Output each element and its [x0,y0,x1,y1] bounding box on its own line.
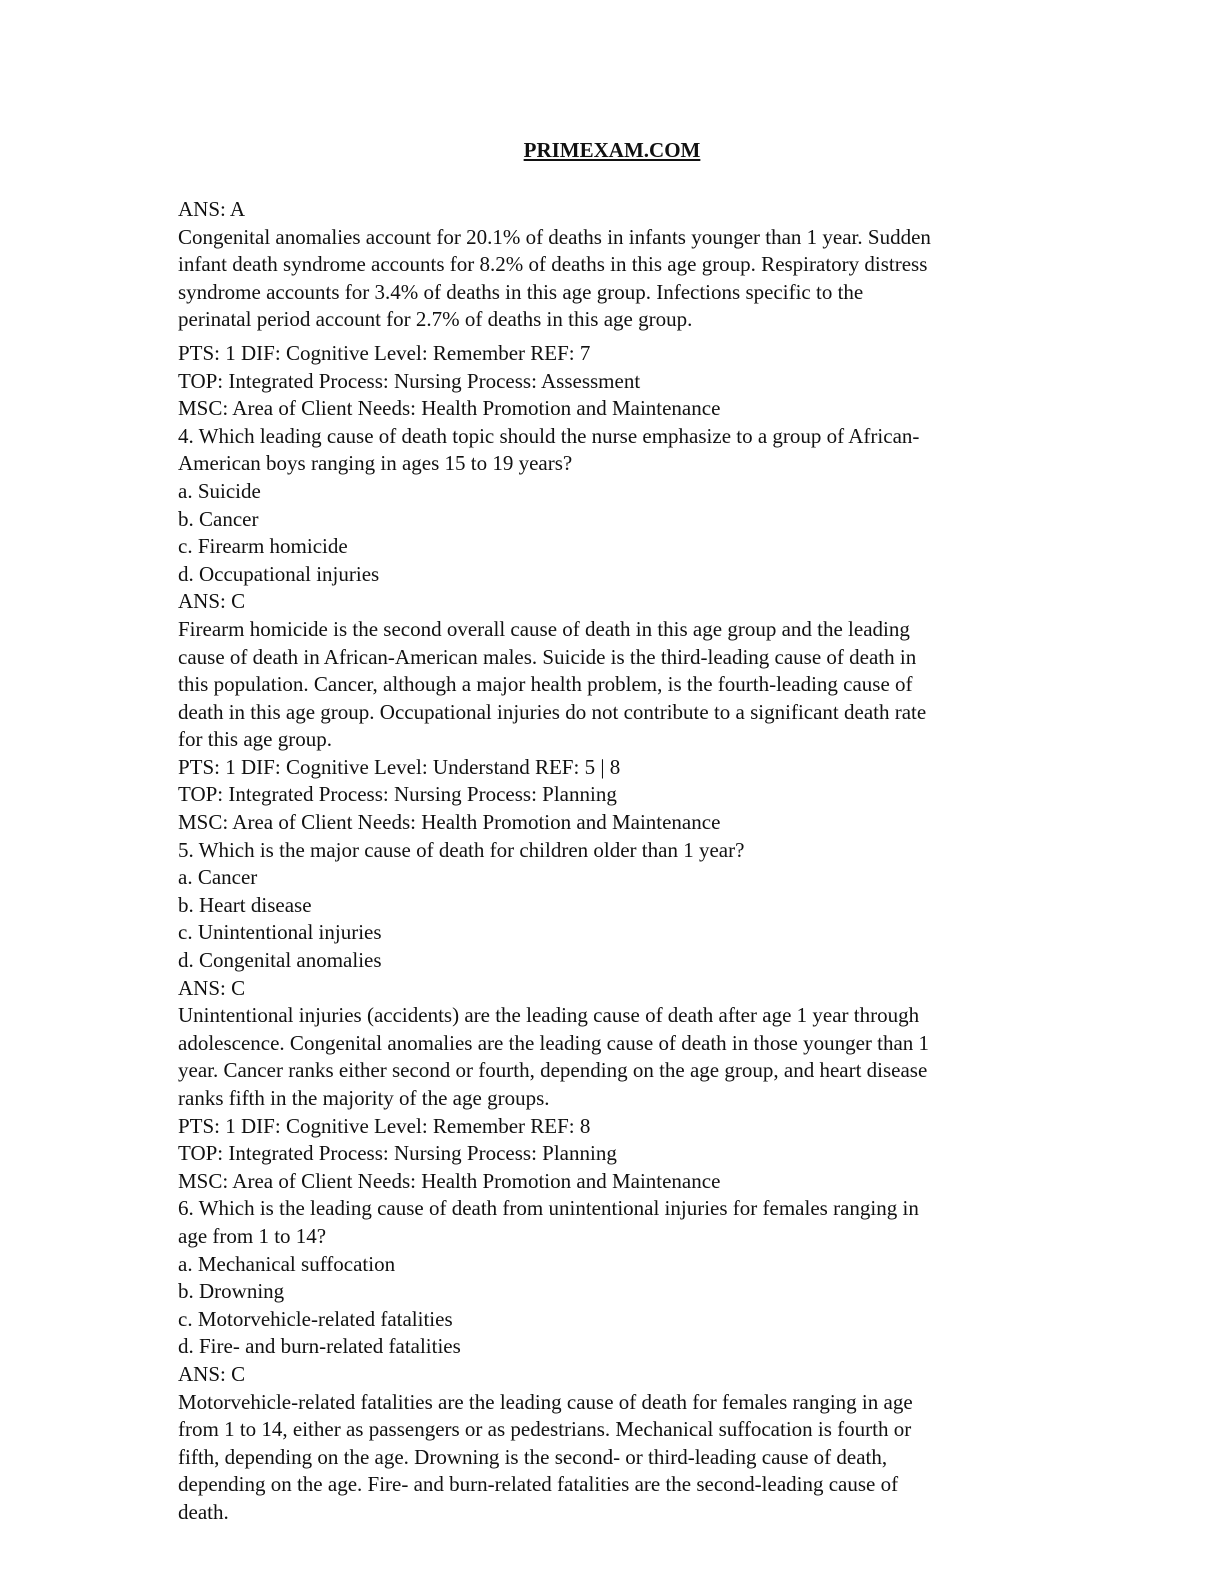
q4-option-b: b. Cancer [178,506,259,531]
q3-rationale-line: Congenital anomalies account for 20.1% of deaths in infants younger than 1 year. Sudden [178,224,931,249]
q5-option-b: b. Heart disease [178,892,312,917]
q3-answer: ANS: A [178,197,246,221]
q5-rationale-line: year. Cancer ranks either second or fourth, depending on the age group, and heart disease [178,1058,928,1083]
q6-option-b: b. Drowning [178,1279,285,1304]
q3-msc: MSC: Area of Client Needs: Health Promotion and Maintenance [178,396,721,421]
q5-option-c: c. Unintentional injuries [178,920,382,945]
q6-rationale-line: Motorvehicle-related fatalities are the leading cause of death for females ranging in age [178,1389,913,1414]
q5-top: TOP: Integrated Process: Nursing Process: Planning [178,1141,617,1166]
q5-msc: MSC: Area of Client Needs: Health Promotion and Maintenance [178,1168,721,1193]
q6-rationale-line: depending on the age. Fire- and burn-related fatalities are the second-leading cause of [178,1472,899,1497]
q6-option-c: c. Motorvehicle-related fatalities [178,1306,453,1331]
q4-rationale-line: death in this age group. Occupational injuries do not contribute to a significant death rate [178,699,927,724]
q4-rationale-line: this population. Cancer, although a major health problem, is the fourth-leading cause of [178,672,913,697]
q4-rationale-line: for this age group. [178,727,332,752]
q6-option-a: a. Mechanical suffocation [178,1251,396,1276]
page-header: PRIMEXAM.COM [523,138,701,162]
q4-rationale-line: Firearm homicide is the second overall cause of death in this age group and the leading [178,616,910,641]
q4-option-d: d. Occupational injuries [178,561,380,586]
q5-pts: PTS: 1 DIF: Cognitive Level: Remember REF: 8 [178,1113,591,1138]
q5-rationale-line: adolescence. Congenital anomalies are the leading cause of death in those younger than 1 [178,1030,930,1055]
q4-answer: ANS: C [178,589,246,614]
q5-rationale-line: Unintentional injuries (accidents) are the leading cause of death after age 1 year through [178,1003,920,1028]
q5-option-d: d. Congenital anomalies [178,948,382,973]
q6-stem-line: age from 1 to 14? [178,1223,327,1248]
q3-pts: PTS: 1 DIF: Cognitive Level: Remember REF: 7 [178,340,591,365]
q3-rationale-line: infant death syndrome accounts for 8.2% of deaths in this age group. Respiratory distress [178,252,928,277]
q4-rationale-line: cause of death in African-American males. Suicide is the third-leading cause of death in [178,644,917,669]
q4-msc: MSC: Area of Client Needs: Health Promotion and Maintenance [178,810,721,835]
q3-rationale-line: perinatal period account for 2.7% of deaths in this age group. [178,307,693,332]
q5-answer: ANS: C [178,975,246,1000]
q4-top: TOP: Integrated Process: Nursing Process: Planning [178,782,617,807]
q6-rationale-line: fifth, depending on the age. Drowning is the second- or third-leading cause of death, [178,1444,888,1469]
q4-stem-line: American boys ranging in ages 15 to 19 years? [178,451,573,476]
q6-option-d: d. Fire- and burn-related fatalities [178,1334,461,1359]
q6-stem-line: 6. Which is the leading cause of death from unintentional injuries for females ranging in [178,1196,919,1221]
q4-pts: PTS: 1 DIF: Cognitive Level: Understand REF: 5 | 8 [178,754,621,779]
q3-rationale-line: syndrome accounts for 3.4% of deaths in this age group. Infections specific to the [178,279,864,304]
q5-stem-line: 5. Which is the major cause of death for children older than 1 year? [178,837,745,862]
q6-answer: ANS: C [178,1361,246,1386]
q5-option-a: a. Cancer [178,865,258,890]
document-body [178,196,1038,1527]
q4-option-a: a. Suicide [178,478,261,503]
q6-rationale-line: death. [178,1499,229,1524]
q5-rationale-line: ranks fifth in the majority of the age groups. [178,1086,550,1110]
q6-rationale-line: from 1 to 14, either as passengers or as pedestrians. Mechanical suffocation is fourth or [178,1417,912,1442]
q4-stem-line: 4. Which leading cause of death topic should the nurse emphasize to a group of African- [178,423,920,448]
q4-option-c: c. Firearm homicide [178,534,348,559]
q3-top: TOP: Integrated Process: Nursing Process: Assessment [178,368,641,393]
